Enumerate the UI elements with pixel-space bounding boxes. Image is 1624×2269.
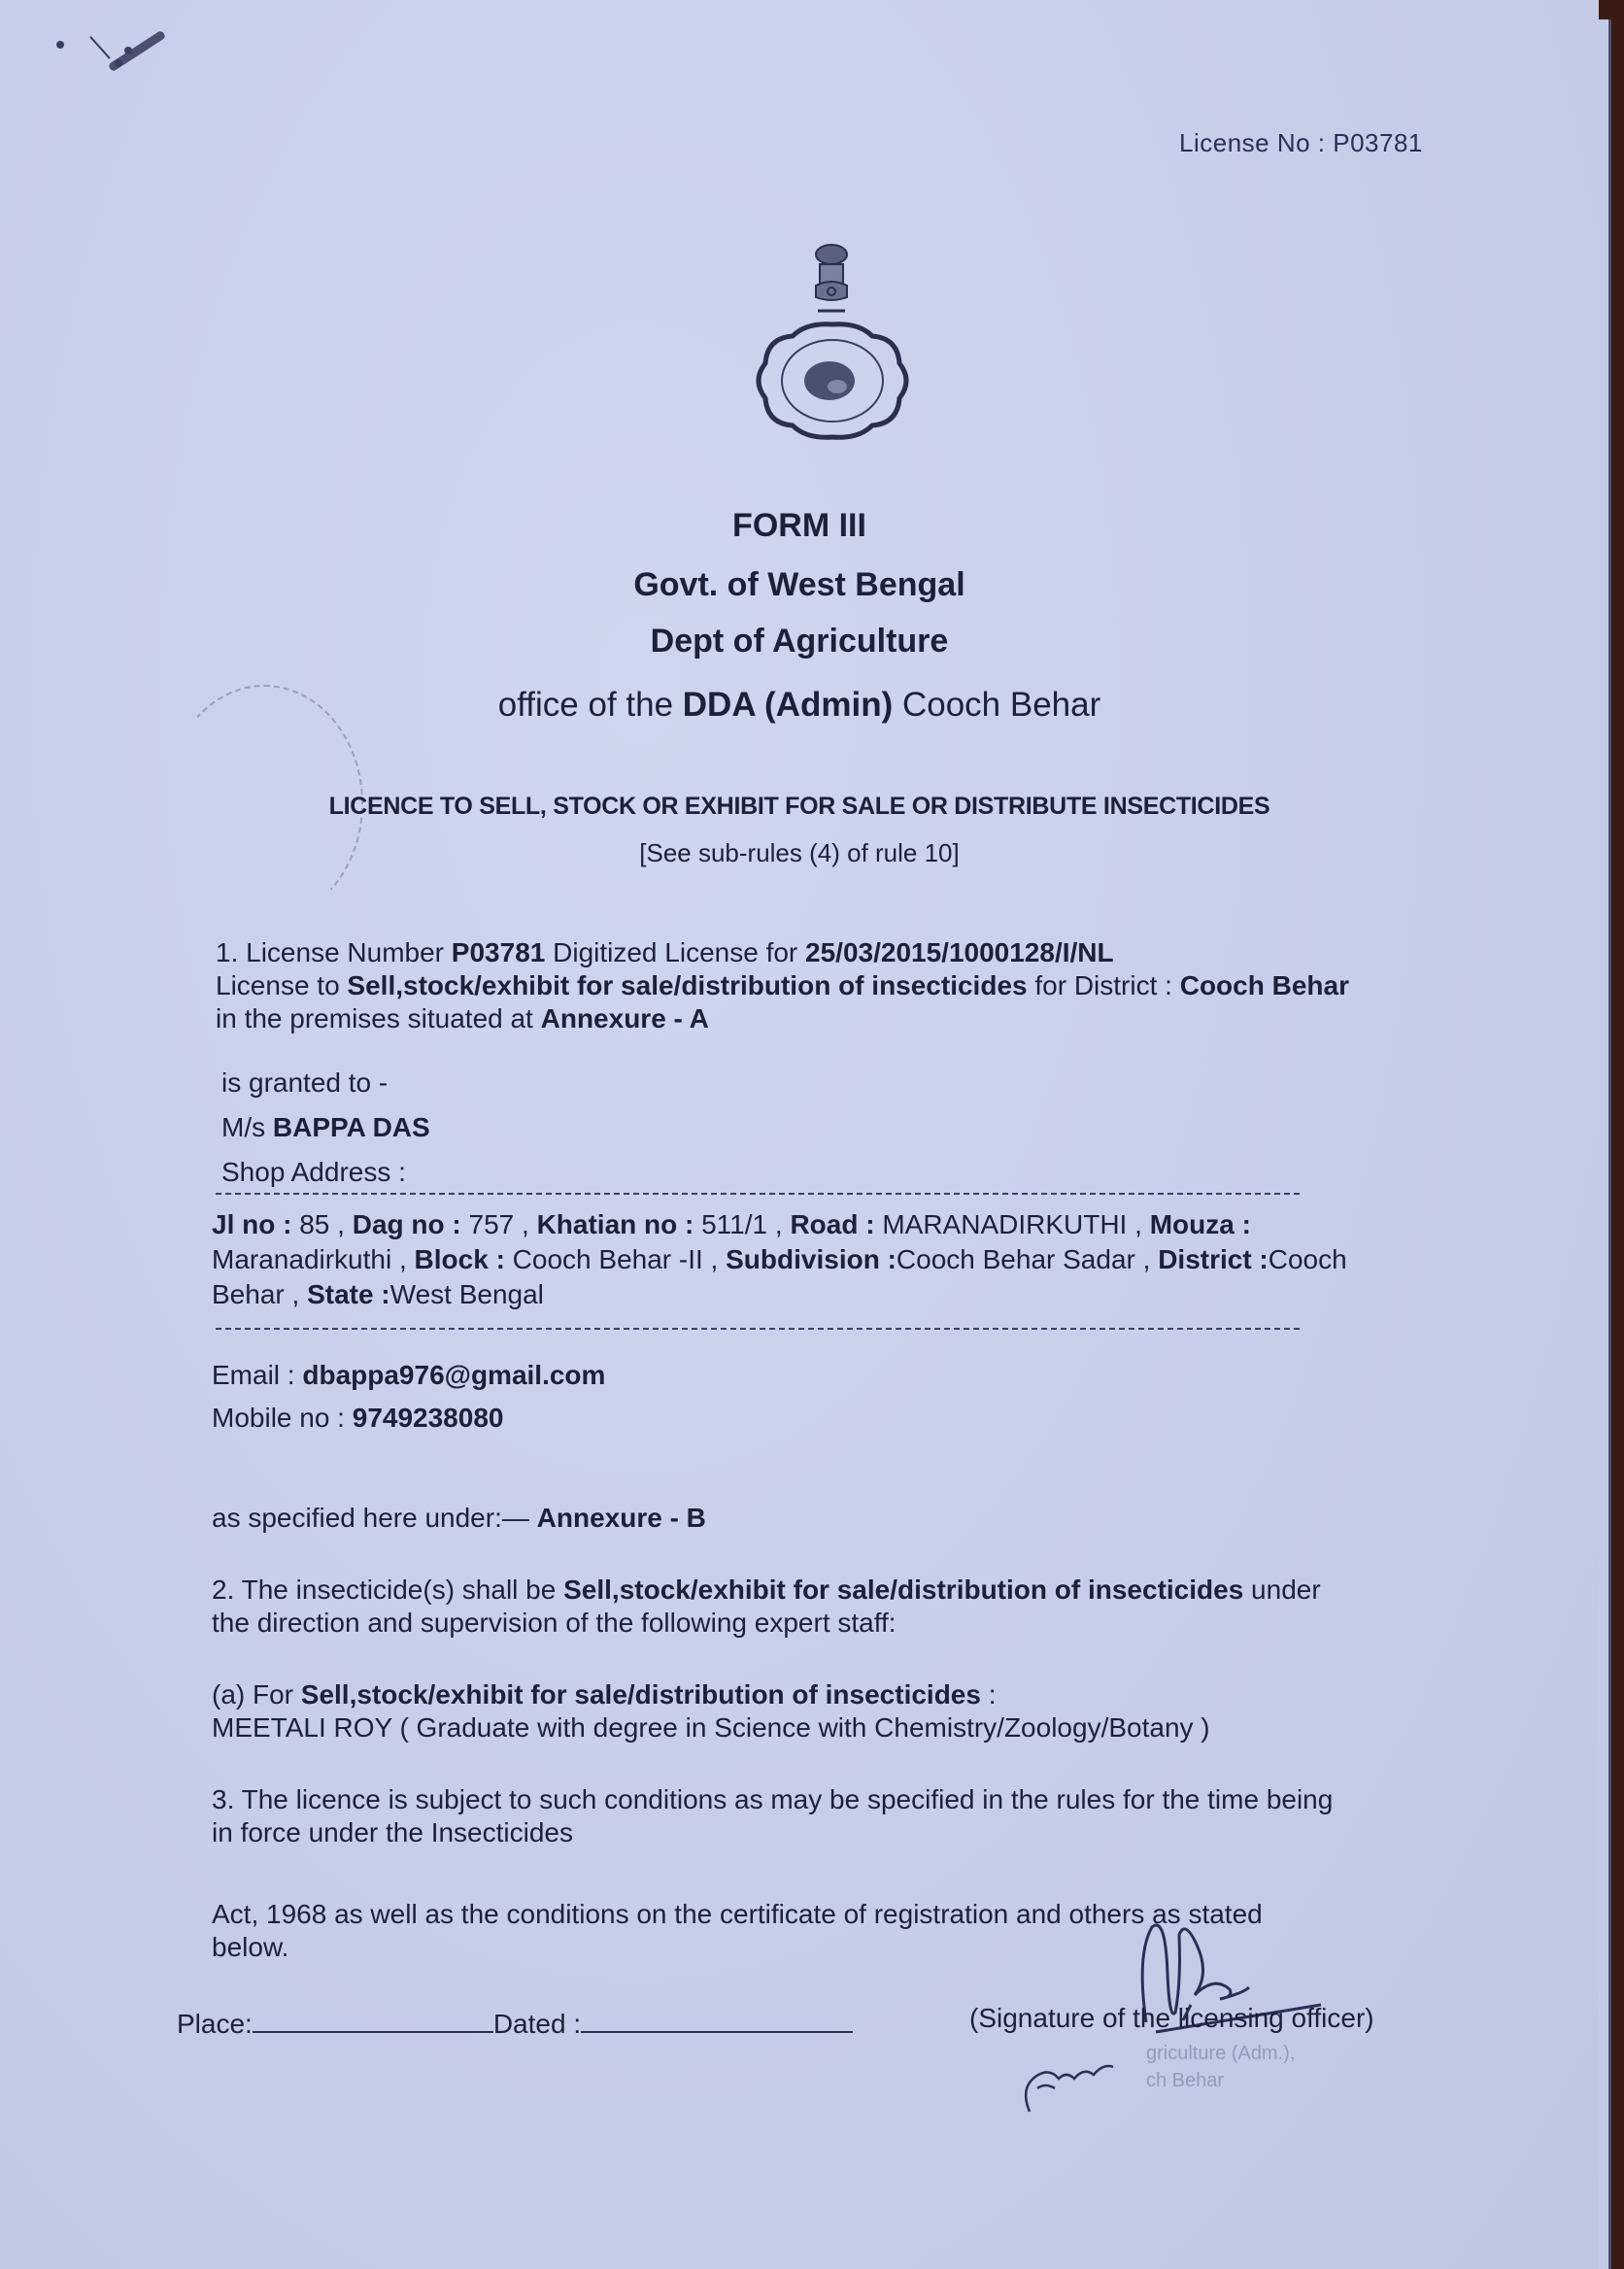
label: Subdivision : xyxy=(726,1244,897,1274)
national-emblem-icon xyxy=(802,241,861,321)
shop-address xyxy=(212,1207,1474,1312)
jl-number: 85 , xyxy=(291,1209,353,1239)
license-number: P03781 xyxy=(451,937,546,967)
text: (a) For xyxy=(212,1679,301,1710)
section-1 xyxy=(216,936,1478,1035)
office-designation: DDA (Admin) xyxy=(682,686,894,724)
licence-heading: LICENCE TO SELL, STOCK OR EXHIBIT FOR SALE OR DISTRIBUTE INSECTICIDES xyxy=(328,793,1270,820)
office-location: Cooch Behar xyxy=(893,686,1101,724)
road: MARANADIRKUTHI , xyxy=(874,1209,1150,1239)
label: Mouza : xyxy=(1149,1209,1251,1239)
text: : xyxy=(980,1679,997,1710)
dated-label: Dated : xyxy=(492,2009,582,2039)
section-1-line-3 xyxy=(216,1002,1478,1035)
punch-dot xyxy=(56,41,64,49)
text: for District : xyxy=(1027,970,1180,1000)
state: West Bengal xyxy=(389,1279,544,1309)
block: Cooch Behar -II , xyxy=(504,1244,727,1274)
grantee-block xyxy=(221,1061,430,1195)
section-2-line-2: the direction and supervision of the following expert staff: xyxy=(212,1608,897,1638)
email-line xyxy=(212,1354,605,1397)
annexure-a: Annexure - A xyxy=(540,1003,709,1033)
annexure-b-line xyxy=(212,1502,706,1535)
grantee-line xyxy=(221,1105,430,1150)
office-heading xyxy=(0,686,1599,725)
annexure-b: Annexure - B xyxy=(536,1503,706,1533)
shop-address-label: Shop Address : xyxy=(221,1157,406,1187)
text: License to xyxy=(216,970,348,1000)
section-2a xyxy=(212,1678,1474,1744)
section-3-line-3: Act, 1968 as well as the conditions on the certificate of registration and others as stated xyxy=(212,1899,1263,1929)
section-2a-line-1 xyxy=(212,1678,1474,1711)
dashed-divider xyxy=(216,1193,1300,1195)
department-heading: Dept of Agriculture xyxy=(650,623,949,660)
punch-dot xyxy=(124,47,132,54)
label: Khatian no : xyxy=(536,1209,694,1239)
license-number-header: License No : P03781 xyxy=(1179,128,1423,157)
label: Road : xyxy=(790,1209,875,1239)
place-dated-row xyxy=(177,2009,853,2040)
district: Cooch xyxy=(1268,1244,1347,1274)
text: under xyxy=(1243,1575,1321,1605)
label: Email : xyxy=(212,1360,303,1390)
text: 2. The insecticide(s) shall be xyxy=(212,1575,564,1605)
mobile-value: 9749238080 xyxy=(352,1403,504,1433)
email-value: dbappa976@gmail.com xyxy=(302,1360,606,1390)
rule-reference: [See sub-rules (4) of rule 10] xyxy=(639,838,960,867)
label: District : xyxy=(1158,1244,1269,1274)
form-title: FORM III xyxy=(732,507,866,544)
faint-office-stamp xyxy=(1146,2040,1295,2094)
west-bengal-seal-icon xyxy=(752,321,913,441)
place-label: Place: xyxy=(177,2009,253,2039)
dashed-divider xyxy=(216,1328,1300,1330)
punch-dot xyxy=(115,59,122,67)
text: 1. License Number xyxy=(216,937,452,967)
granted-to-label: is granted to - xyxy=(221,1067,389,1098)
section-3-line-4: below. xyxy=(212,1932,289,1962)
activity: Sell,stock/exhibit for sale/distribution of insecticides xyxy=(300,1679,981,1710)
text: Digitized License for xyxy=(545,937,806,967)
label: Mobile no : xyxy=(212,1403,353,1433)
label: Dag no : xyxy=(352,1209,461,1239)
section-2-line-1 xyxy=(212,1574,1474,1607)
label: Block : xyxy=(414,1244,505,1274)
text: in the premises situated at xyxy=(216,1003,541,1033)
section-1-line-1 xyxy=(216,936,1478,969)
stamp-line: griculture (Adm.), xyxy=(1146,2043,1296,2064)
section-3 xyxy=(212,1783,1474,1849)
countersign-icon xyxy=(1016,2049,1133,2117)
digitized-reference: 25/03/2015/1000128/I/NL xyxy=(805,937,1114,967)
khatian-number: 511/1 , xyxy=(694,1209,791,1239)
mouza: Maranadirkuthi , xyxy=(212,1244,415,1274)
government-heading: Govt. of West Bengal xyxy=(633,566,965,603)
subdivision: Cooch Behar Sadar , xyxy=(896,1244,1159,1274)
office-prefix: office of the xyxy=(497,686,683,724)
text: M/s xyxy=(221,1112,273,1142)
stamp-line: ch Behar xyxy=(1146,2070,1225,2091)
signature-caption: (Signature of the licensing officer) xyxy=(969,2003,1374,2033)
licence-activity: Sell,stock/exhibit for sale/distribution of insecticides xyxy=(347,970,1028,1000)
section-3-line-1: 3. The licence is subject to such conditions as may be specified in the rules for the time being xyxy=(212,1784,1334,1814)
staple-mark-thin xyxy=(89,36,111,59)
place-field xyxy=(253,2031,493,2033)
section-2 xyxy=(212,1574,1474,1640)
contact-block xyxy=(212,1354,605,1439)
mobile-line xyxy=(212,1397,605,1439)
dated-field xyxy=(581,2031,853,2033)
text: as specified here under:— xyxy=(212,1503,537,1533)
dag-number: 757 , xyxy=(460,1209,537,1239)
activity: Sell,stock/exhibit for sale/distribution of insecticides xyxy=(563,1575,1244,1605)
licensee-name: BAPPA DAS xyxy=(272,1112,430,1142)
section-1-line-2 xyxy=(216,969,1478,1002)
expert-staff: MEETALI ROY ( Graduate with degree in Science with Chemistry/Zoology/Botany ) xyxy=(212,1712,1210,1743)
label: State : xyxy=(307,1279,390,1309)
licence-district: Cooch Behar xyxy=(1179,970,1349,1000)
district-continued: Behar , xyxy=(212,1279,308,1309)
section-3-line-2: in force under the Insecticides xyxy=(212,1817,573,1847)
label: Jl no : xyxy=(212,1209,292,1239)
